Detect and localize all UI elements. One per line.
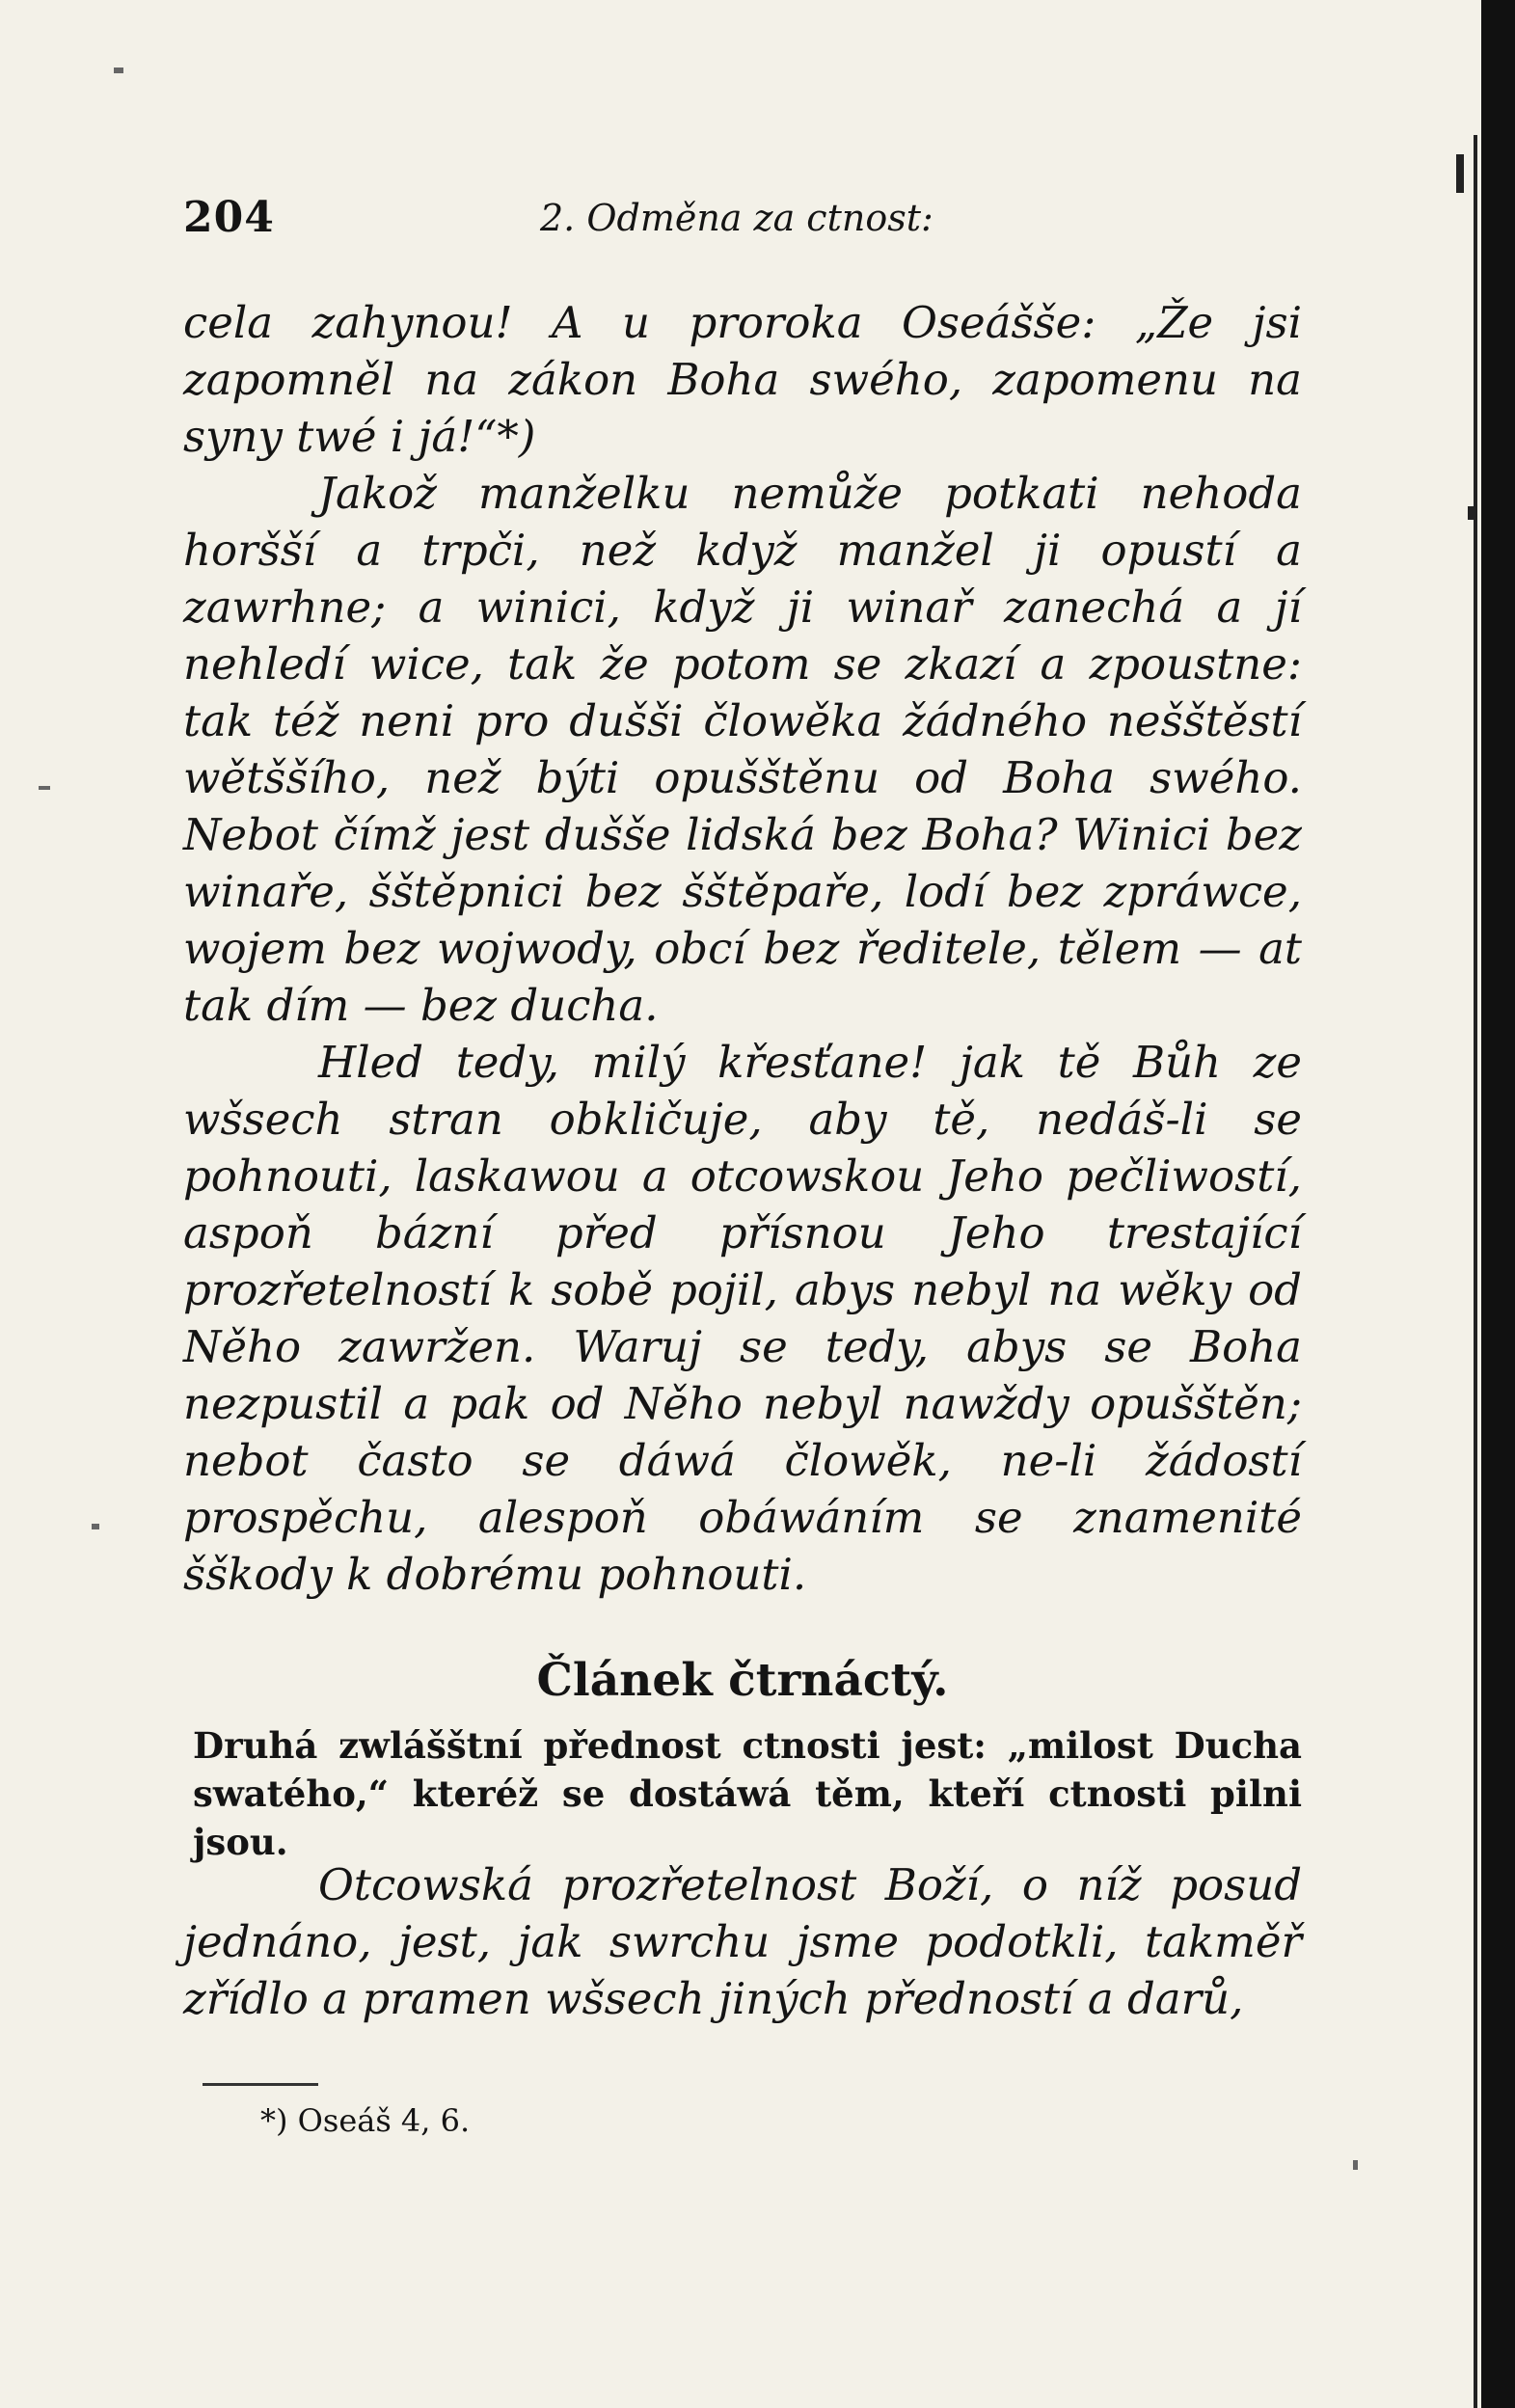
paragraph: Otcowská prozřetelnost Boží, o níž posud jednáno, jest, jak swrchu jsme podotkli, takměř zřídlo a pramen wšsech jiných předností a darů, (183, 1859, 1302, 2024)
paper-speck (1353, 2160, 1358, 2170)
paragraph: Hled tedy, milý křesťane! jak tě Bůh ze wšsech stran obkličuje, aby tě, nedáš-li se pohnouti, laskawou a otcowskou Jeho pečliwostí, aspoň bázní před přísnou Jeho trestající prozřetelností k sobě pojil, abys nebyl na wěky od Něho zawržen. Waruj se tedy, abys se Boha nezpustil a pak od Něho nebyl nawždy opušštěn; nebot často se dáwá člowěk, ne-li žádostí prospěchu, alespoň obáwáním se znamenité šškody k dobrému pohnouti. (183, 1037, 1302, 1600)
paragraph: cela zahynou! A u proroka Oseášše: „Že jsi zapomněl na zákon Boha swého, zapomenu na syny twé i já!“*) (183, 297, 1302, 462)
body-text-continued (183, 1856, 1302, 2027)
page-edge-shadow (1481, 0, 1515, 2408)
section-heading: Článek čtrnáctý. (536, 1654, 949, 1707)
page-edge-line (1474, 135, 1477, 2408)
paper-speck (92, 1524, 99, 1529)
paragraph: Jakož manželku nemůže potkati nehoda horšší a trpči, než když manžel ji opustí a zawrhne; a winici, když ji winař zanechá a jí nehledí wice, tak že potom se zkazí a zpoustne: tak též neni pro dušši člowěka žádného nešštěstí wětššího, než býti opušštěnu od Boha swého. Nebot čímž jest dušše lidská bez Boha? Winici bez winaře, šštěpnici bez šštěpaře, lodí bez zpráwce, wojem bez wojwody, obcí bez ředitele, tělem — at tak dím — bez ducha. (183, 468, 1302, 1031)
paper-speck (114, 68, 123, 73)
page-number: 204 (183, 193, 275, 242)
page-header (183, 193, 1302, 260)
paper-speck (39, 786, 50, 790)
paper-speck (1468, 506, 1475, 520)
running-head: 2. Odměna za ctnost: (540, 197, 933, 239)
body-text (183, 294, 1302, 1603)
footnote: *) Oseáš 4, 6. (260, 2102, 471, 2139)
footnote-rule (203, 2083, 318, 2086)
paper-speck (1456, 154, 1464, 193)
section-summary: Druhá zwlášštní přednost ctnosti jest: „milost Ducha swatého,“ kteréž se dostáwá těm, kteří ctnosti pilni jsou. (193, 1724, 1302, 1863)
